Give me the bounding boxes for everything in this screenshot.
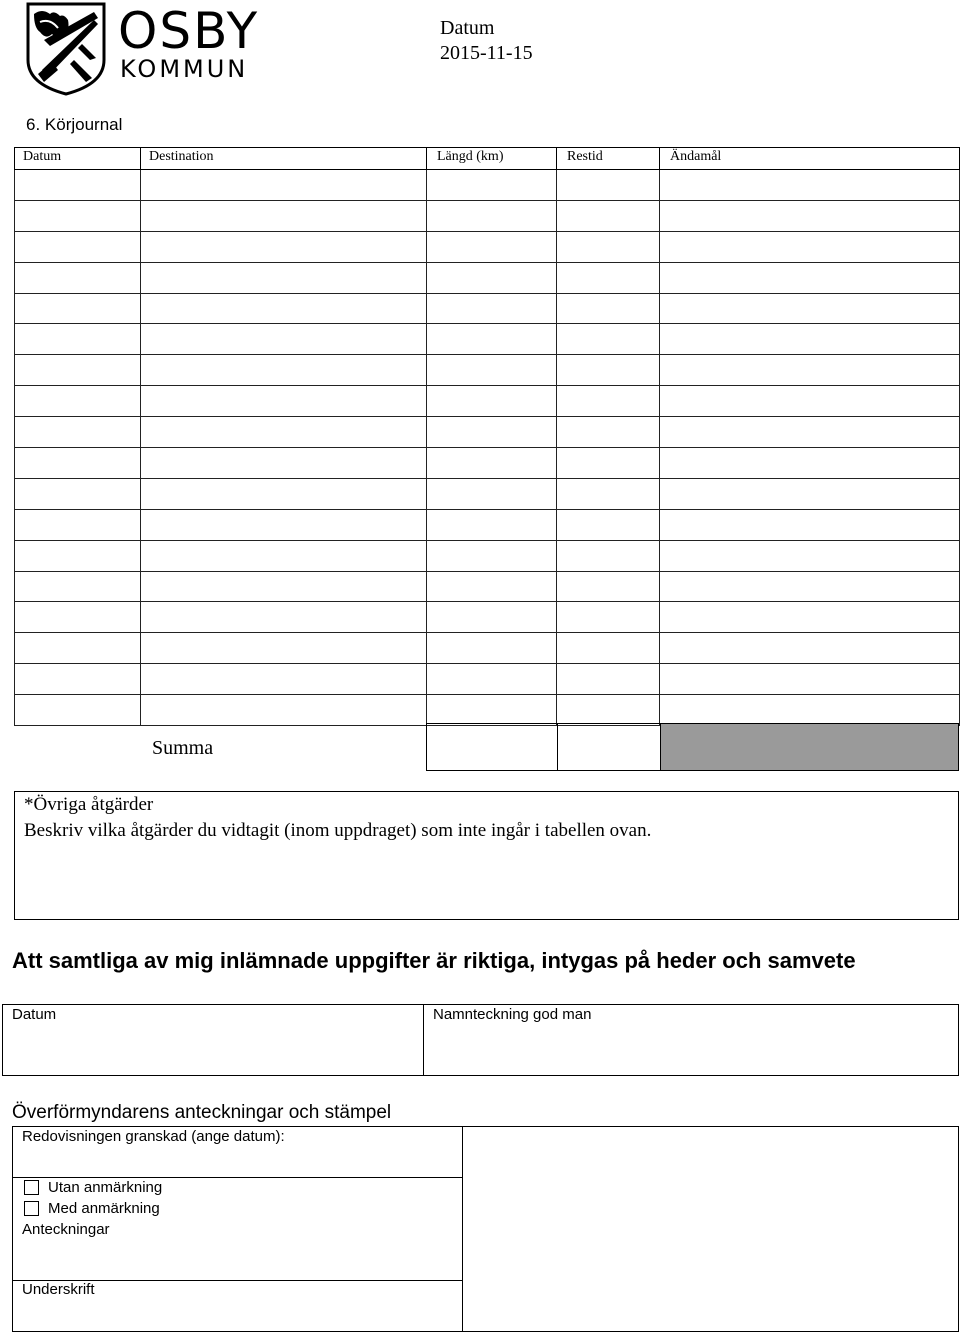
table-row (15, 602, 960, 633)
table-cell[interactable] (557, 386, 660, 417)
date-label: Datum (440, 17, 495, 39)
table-cell[interactable] (557, 602, 660, 633)
table-cell[interactable] (660, 324, 960, 355)
table-cell[interactable] (427, 664, 557, 695)
logo-title: OSBY (118, 2, 260, 60)
certification-text: Att samtliga av mig inlämnade uppgifter är riktiga, intygas på heder och samvete (12, 948, 856, 973)
summa-row (426, 723, 959, 771)
summa-length-cell[interactable] (427, 724, 558, 770)
signature-divider (423, 1005, 424, 1075)
table-row (15, 355, 960, 386)
table-cell[interactable] (427, 695, 557, 726)
signature-name-label: Namnteckning god man (433, 1006, 592, 1023)
logo-subtitle: KOMMUN (120, 55, 249, 83)
table-row (15, 386, 960, 417)
guardianship-line (13, 1177, 462, 1178)
other-actions-box[interactable] (14, 791, 959, 920)
table-cell[interactable] (557, 417, 660, 448)
table-cell[interactable] (15, 200, 141, 231)
table-cell[interactable] (141, 695, 427, 726)
table-cell[interactable] (427, 170, 557, 201)
table-cell[interactable] (141, 231, 427, 262)
reviewed-label: Redovisningen granskad (ange datum): (22, 1128, 285, 1145)
table-cell[interactable] (660, 170, 960, 201)
table-cell[interactable] (557, 571, 660, 602)
table-row (15, 509, 960, 540)
table-cell[interactable] (660, 633, 960, 664)
table-cell[interactable] (141, 602, 427, 633)
table-row (15, 695, 960, 726)
table-cell[interactable] (141, 386, 427, 417)
table-row (15, 231, 960, 262)
table-cell[interactable] (660, 293, 960, 324)
table-row (15, 633, 960, 664)
table-cell[interactable] (427, 386, 557, 417)
table-cell[interactable] (427, 478, 557, 509)
table-cell[interactable] (557, 324, 660, 355)
table-cell[interactable] (141, 540, 427, 571)
column-header-andamal: Ändamål (660, 148, 960, 170)
table-row (15, 324, 960, 355)
signature-label: Underskrift (22, 1281, 95, 1298)
table-row (15, 571, 960, 602)
table-cell[interactable] (15, 448, 141, 479)
table-cell[interactable] (660, 262, 960, 293)
summa-grey-cell (661, 724, 958, 770)
table-cell[interactable] (427, 324, 557, 355)
table-cell[interactable] (141, 293, 427, 324)
table-cell[interactable] (660, 602, 960, 633)
summa-time-cell[interactable] (557, 724, 661, 770)
table-cell[interactable] (141, 478, 427, 509)
table-cell[interactable] (557, 664, 660, 695)
table-row (15, 200, 960, 231)
table-row (15, 448, 960, 479)
table-cell[interactable] (15, 664, 141, 695)
journal-table (14, 147, 960, 726)
with-remark-label: Med anmärkning (48, 1200, 160, 1217)
table-cell[interactable] (141, 324, 427, 355)
table-cell[interactable] (141, 633, 427, 664)
coat-of-arms-icon (24, 0, 124, 96)
table-cell[interactable] (15, 478, 141, 509)
table-header-row (15, 148, 960, 170)
table-cell[interactable] (557, 478, 660, 509)
table-cell[interactable] (141, 448, 427, 479)
table-cell[interactable] (15, 170, 141, 201)
table-row (15, 417, 960, 448)
table-cell[interactable] (15, 231, 141, 262)
table-cell[interactable] (557, 293, 660, 324)
table-cell[interactable] (15, 602, 141, 633)
column-header-langd: Längd (km) (427, 148, 557, 170)
table-cell[interactable] (141, 417, 427, 448)
table-cell[interactable] (427, 200, 557, 231)
other-actions-description: Beskriv vilka åtgärder du vidtagit (inom uppdraget) som inte ingår i tabellen ovan. (24, 820, 652, 841)
table-cell[interactable] (15, 262, 141, 293)
table-cell[interactable] (15, 571, 141, 602)
table-cell[interactable] (427, 509, 557, 540)
table-cell[interactable] (427, 355, 557, 386)
table-row (15, 540, 960, 571)
section-title: 6. Körjournal (26, 115, 123, 134)
table-cell[interactable] (557, 633, 660, 664)
column-header-restid: Restid (557, 148, 660, 170)
table-cell[interactable] (660, 200, 960, 231)
table-cell[interactable] (15, 509, 141, 540)
table-cell[interactable] (660, 695, 960, 726)
table-cell[interactable] (15, 386, 141, 417)
table-cell[interactable] (427, 231, 557, 262)
summa-label: Summa (152, 737, 214, 759)
table-cell[interactable] (141, 200, 427, 231)
table-cell[interactable] (141, 509, 427, 540)
table-cell[interactable] (660, 417, 960, 448)
date-value: 2015-11-15 (440, 42, 533, 64)
table-cell[interactable] (660, 478, 960, 509)
table-cell[interactable] (427, 540, 557, 571)
guardianship-divider (462, 1127, 463, 1331)
with-remark-checkbox[interactable] (24, 1201, 39, 1216)
table-cell[interactable] (141, 664, 427, 695)
table-cell[interactable] (15, 293, 141, 324)
table-cell[interactable] (427, 417, 557, 448)
table-cell[interactable] (557, 540, 660, 571)
table-cell[interactable] (15, 633, 141, 664)
table-cell[interactable] (141, 170, 427, 201)
table-cell[interactable] (557, 695, 660, 726)
table-cell[interactable] (15, 417, 141, 448)
table-cell[interactable] (660, 540, 960, 571)
table-cell[interactable] (427, 571, 557, 602)
table-cell[interactable] (660, 355, 960, 386)
table-cell[interactable] (557, 448, 660, 479)
table-cell[interactable] (660, 509, 960, 540)
guardianship-box (12, 1126, 959, 1332)
table-row (15, 170, 960, 201)
table-cell[interactable] (660, 386, 960, 417)
table-cell[interactable] (141, 571, 427, 602)
table-cell[interactable] (660, 664, 960, 695)
table-cell[interactable] (557, 355, 660, 386)
without-remark-label: Utan anmärkning (48, 1179, 163, 1196)
other-actions-title: *Övriga åtgärder (24, 794, 154, 815)
table-cell[interactable] (427, 633, 557, 664)
table-cell[interactable] (427, 262, 557, 293)
table-cell[interactable] (557, 231, 660, 262)
table-row (15, 478, 960, 509)
table-cell[interactable] (660, 571, 960, 602)
column-header-datum: Datum (15, 148, 141, 170)
without-remark-checkbox[interactable] (24, 1180, 39, 1195)
table-cell[interactable] (427, 293, 557, 324)
table-cell[interactable] (557, 170, 660, 201)
table-cell[interactable] (141, 355, 427, 386)
table-cell[interactable] (15, 355, 141, 386)
table-cell[interactable] (141, 262, 427, 293)
table-cell[interactable] (15, 324, 141, 355)
signature-date-label: Datum (12, 1006, 57, 1023)
table-cell[interactable] (557, 200, 660, 231)
table-cell[interactable] (427, 602, 557, 633)
table-cell[interactable] (660, 448, 960, 479)
table-row (15, 664, 960, 695)
table-row (15, 293, 960, 324)
guardianship-title: Överförmyndarens anteckningar och stämpel (12, 1102, 392, 1123)
notes-label: Anteckningar (22, 1221, 110, 1238)
table-cell[interactable] (660, 231, 960, 262)
table-cell[interactable] (557, 262, 660, 293)
table-row (15, 262, 960, 293)
table-cell[interactable] (15, 695, 141, 726)
table-cell[interactable] (557, 509, 660, 540)
column-header-destination: Destination (141, 148, 427, 170)
table-cell[interactable] (15, 540, 141, 571)
table-cell[interactable] (427, 448, 557, 479)
